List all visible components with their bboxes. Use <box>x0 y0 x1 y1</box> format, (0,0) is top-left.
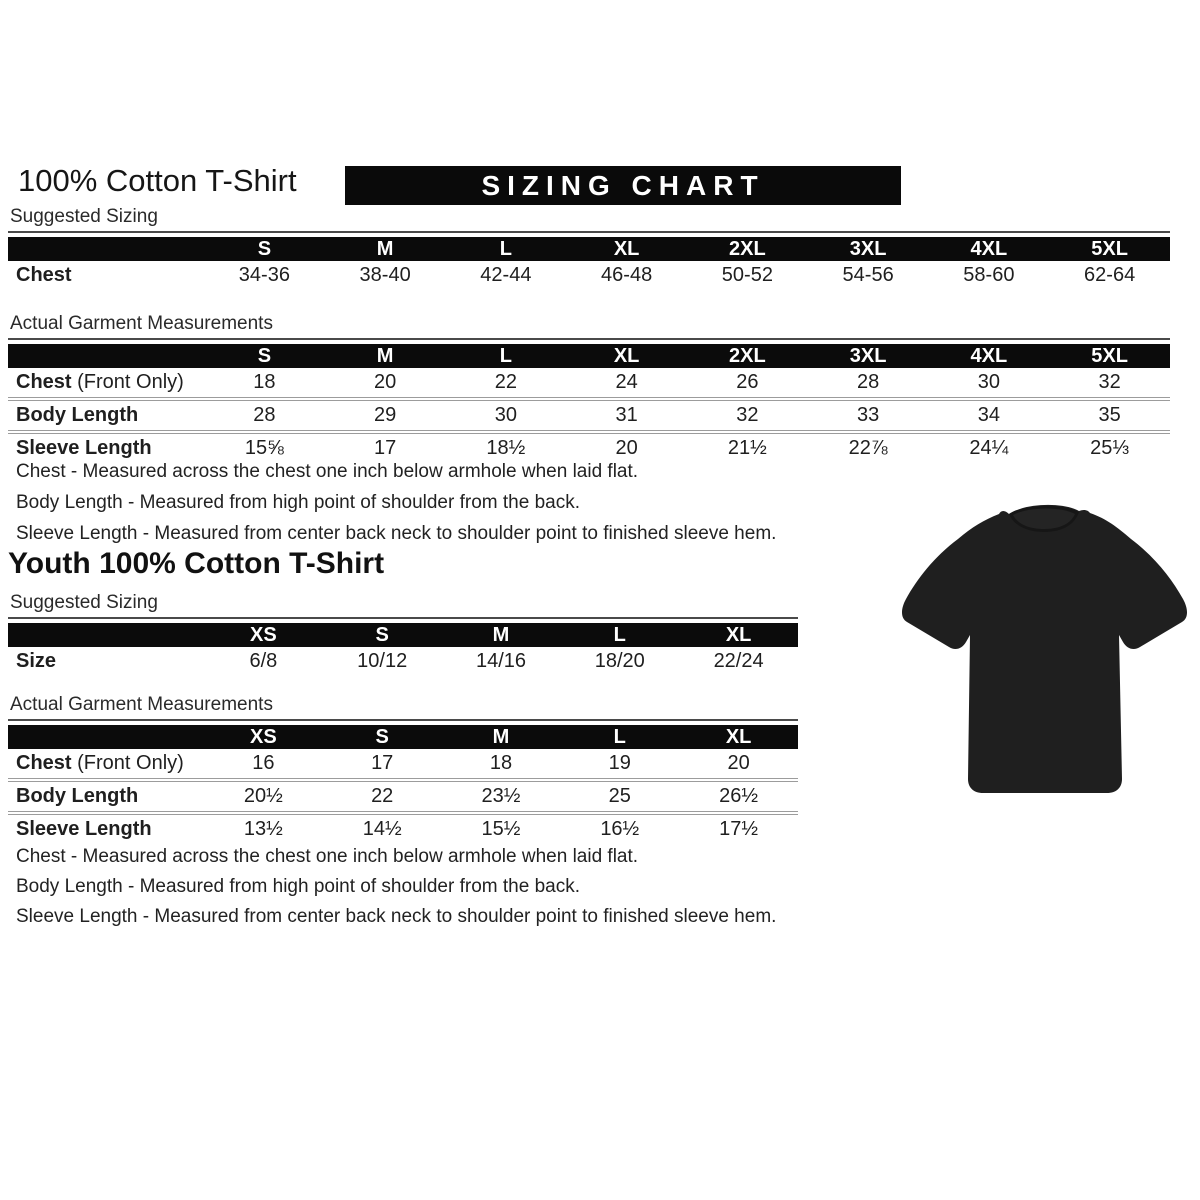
measurement-cell: 22 <box>323 780 442 813</box>
size-column-header: M <box>442 725 561 749</box>
size-column-header: S <box>323 623 442 647</box>
section-label-youth-suggested: Suggested Sizing <box>8 592 798 619</box>
adult-garment-section <box>8 313 1170 463</box>
row-label: Sleeve Length <box>8 813 204 844</box>
row-label: Size <box>16 650 57 672</box>
measurement-cell: 33 <box>808 399 929 432</box>
measurement-cell: 10/12 <box>357 650 408 672</box>
note-body-length: Body Length - Measured from high point of shoulder from the back. <box>16 492 580 513</box>
measurement-cell: 15½ <box>442 813 561 844</box>
note-sleeve-length: Sleeve Length - Measured from center back neck to shoulder point to finished sleeve hem. <box>16 523 777 544</box>
header-corner-cell <box>8 725 204 749</box>
size-column-header: L <box>560 623 679 647</box>
size-column-header: M <box>325 237 446 261</box>
row-label: Body Length <box>8 780 204 813</box>
measurement-cell: 62-64 <box>1084 264 1136 286</box>
measurement-cell: 18 <box>253 371 276 393</box>
size-column-header: L <box>560 725 679 749</box>
youth-suggested-section <box>8 592 798 676</box>
measurement-cell: 28 <box>204 399 325 432</box>
measurement-cell: 22⅞ <box>808 432 929 463</box>
measurement-cell: 21½ <box>687 432 808 463</box>
size-column-header: 2XL <box>687 237 808 261</box>
measurement-cell: 16½ <box>560 813 679 844</box>
row-label: Chest (Front Only) <box>16 752 184 774</box>
section-label-garment-measurements: Actual Garment Measurements <box>8 313 1170 340</box>
table-row <box>8 399 1170 432</box>
table-row <box>8 261 1170 290</box>
measurement-cell: 46-48 <box>601 264 653 286</box>
measurement-cell: 32 <box>1098 371 1121 393</box>
size-column-header: XS <box>204 623 323 647</box>
adult-suggested-table <box>8 237 1170 290</box>
measurement-cell: 18 <box>489 752 513 774</box>
table-row <box>8 749 798 780</box>
measurement-cell: 26 <box>736 371 759 393</box>
measurement-cell: 35 <box>1049 399 1170 432</box>
measurement-cell: 42-44 <box>480 264 532 286</box>
note-body-length: Body Length - Measured from high point of shoulder from the back. <box>16 876 580 897</box>
youth-suggested-table <box>8 623 798 676</box>
size-column-header: M <box>442 623 561 647</box>
table-row <box>8 780 798 813</box>
youth-garment-table-grid <box>8 725 798 844</box>
header-corner-cell <box>8 344 204 368</box>
size-column-header: L <box>446 237 567 261</box>
measurement-cell: 32 <box>687 399 808 432</box>
row-label: Chest <box>16 264 72 286</box>
size-column-header: L <box>446 344 567 368</box>
measurement-cell: 26½ <box>679 780 798 813</box>
measurement-cell: 30 <box>446 399 567 432</box>
measurement-cell: 29 <box>325 399 446 432</box>
size-column-header: XS <box>204 725 323 749</box>
measurement-cell: 22/24 <box>713 650 764 672</box>
adult-suggested-section <box>8 206 1170 290</box>
sizing-chart-banner: SIZING CHART <box>345 166 901 205</box>
measurement-cell: 38-40 <box>359 264 411 286</box>
note-chest: Chest - Measured across the chest one inch below armhole when laid flat. <box>16 846 639 867</box>
adult-suggested-table-grid <box>8 237 1170 290</box>
youth-measurement-notes <box>8 842 908 932</box>
size-column-header: 2XL <box>687 344 808 368</box>
adult-garment-table-grid <box>8 344 1170 463</box>
measurement-cell: 30 <box>977 371 1000 393</box>
section-label-youth-garment: Actual Garment Measurements <box>8 694 798 721</box>
size-column-header: 4XL <box>929 237 1050 261</box>
row-label: Sleeve Length <box>8 432 204 463</box>
size-column-header: 4XL <box>929 344 1050 368</box>
measurement-cell: 34-36 <box>238 264 290 286</box>
size-column-header: 5XL <box>1049 344 1170 368</box>
measurement-cell: 25 <box>560 780 679 813</box>
measurement-cell: 19 <box>608 752 631 774</box>
measurement-cell: 17 <box>371 752 394 774</box>
adult-measurement-notes <box>8 456 908 549</box>
size-column-header: XL <box>679 623 798 647</box>
header-corner-cell <box>8 623 204 647</box>
table-row <box>8 368 1170 399</box>
row-label: Chest (Front Only) <box>16 371 184 393</box>
size-column-header: 5XL <box>1049 237 1170 261</box>
youth-garment-section <box>8 694 798 844</box>
size-column-header: S <box>323 725 442 749</box>
measurement-cell: 24 <box>615 371 638 393</box>
measurement-cell: 22 <box>494 371 517 393</box>
measurement-cell: 54-56 <box>842 264 894 286</box>
size-column-header: 3XL <box>808 344 929 368</box>
note-sleeve-length: Sleeve Length - Measured from center back neck to shoulder point to finished sleeve hem. <box>16 906 777 927</box>
size-column-header: XL <box>679 725 798 749</box>
measurement-cell: 20 <box>566 432 687 463</box>
table-row <box>8 813 798 844</box>
black-tshirt-graphic <box>891 483 1199 813</box>
measurement-cell: 14/16 <box>475 650 527 672</box>
youth-section-title: Youth 100% Cotton T-Shirt <box>8 547 385 580</box>
youth-garment-table <box>8 725 798 844</box>
size-column-header: M <box>325 344 446 368</box>
measurement-cell: 25⅓ <box>1049 432 1170 463</box>
measurement-cell: 6/8 <box>249 650 278 672</box>
section-label-suggested-sizing: Suggested Sizing <box>8 206 1170 233</box>
tshirt-product-image <box>891 483 1199 813</box>
size-column-header: XL <box>566 344 687 368</box>
measurement-cell: 24¼ <box>929 432 1050 463</box>
measurement-cell: 20 <box>374 371 397 393</box>
measurement-cell: 18/20 <box>594 650 645 672</box>
row-label: Body Length <box>8 399 204 432</box>
size-column-header: XL <box>566 237 687 261</box>
measurement-cell: 18½ <box>446 432 567 463</box>
measurement-cell: 15⅝ <box>204 432 325 463</box>
measurement-cell: 16 <box>252 752 275 774</box>
measurement-cell: 20½ <box>204 780 323 813</box>
measurement-cell: 58-60 <box>963 264 1015 286</box>
table-row <box>8 647 798 676</box>
measurement-cell: 28 <box>857 371 880 393</box>
adult-garment-table <box>8 344 1170 463</box>
measurement-cell: 31 <box>566 399 687 432</box>
measurement-cell: 17½ <box>679 813 798 844</box>
size-column-header: S <box>204 237 325 261</box>
page-title: 100% Cotton T-Shirt <box>18 163 297 198</box>
measurement-cell: 23½ <box>442 780 561 813</box>
measurement-cell: 20 <box>727 752 750 774</box>
measurement-cell: 34 <box>929 399 1050 432</box>
size-column-header: S <box>204 344 325 368</box>
measurement-cell: 17 <box>325 432 446 463</box>
size-column-header: 3XL <box>808 237 929 261</box>
note-chest: Chest - Measured across the chest one inch below armhole when laid flat. <box>16 461 639 482</box>
youth-suggested-table-grid <box>8 623 798 676</box>
measurement-cell: 50-52 <box>721 264 773 286</box>
measurement-cell: 14½ <box>323 813 442 844</box>
header-corner-cell <box>8 237 204 261</box>
measurement-cell: 13½ <box>204 813 323 844</box>
